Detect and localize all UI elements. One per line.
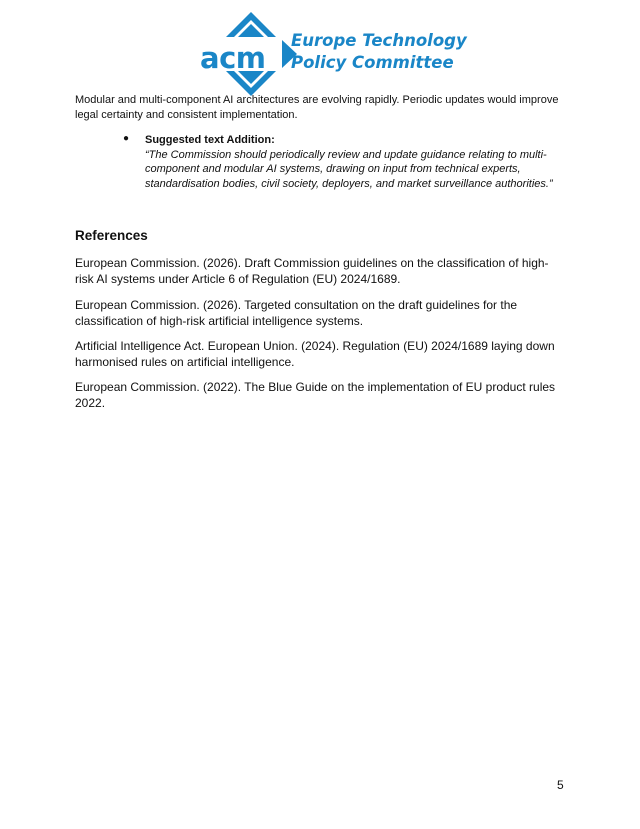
logo-title-line2: Policy Committee — [291, 53, 454, 72]
suggestion-quote: “The Commission should periodically review and update guidance relating to multi-component and modular AI systems, drawing on input from technical experts, standardisation bodies, civil society, deployers, and market surveillance authorities.” — [145, 148, 553, 190]
reference-item: European Commission. (2026). Targeted consultation on the draft guidelines for the classification of high-risk artificial intelligence systems. — [75, 298, 518, 328]
suggestion-label: Suggested text Addition: — [145, 134, 275, 146]
references-heading: References — [75, 228, 148, 243]
page-number: 5 — [557, 778, 564, 792]
logo-acm-text: acm — [200, 41, 266, 75]
reference-item: European Commission. (2022). The Blue Guide on the implementation of EU product rules 2022. — [75, 380, 556, 410]
intro-paragraph: Modular and multi-component AI architectures are evolving rapidly. Periodic updates would improve legal certainty and consistent implementation. — [75, 94, 559, 121]
reference-item: Artificial Intelligence Act. European Union. (2024). Regulation (EU) 2024/1689 laying down harmonised rules on artificial intelligence. — [75, 339, 555, 369]
reference-item: European Commission. (2026). Draft Commission guidelines on the classification of high-risk AI systems under Article 6 of Regulation (EU) 2024/1689. — [75, 256, 549, 286]
bullet-icon: ● — [123, 133, 130, 144]
acm-europe-logo — [196, 10, 467, 98]
logo-title-line1: Europe Technology — [291, 31, 467, 50]
